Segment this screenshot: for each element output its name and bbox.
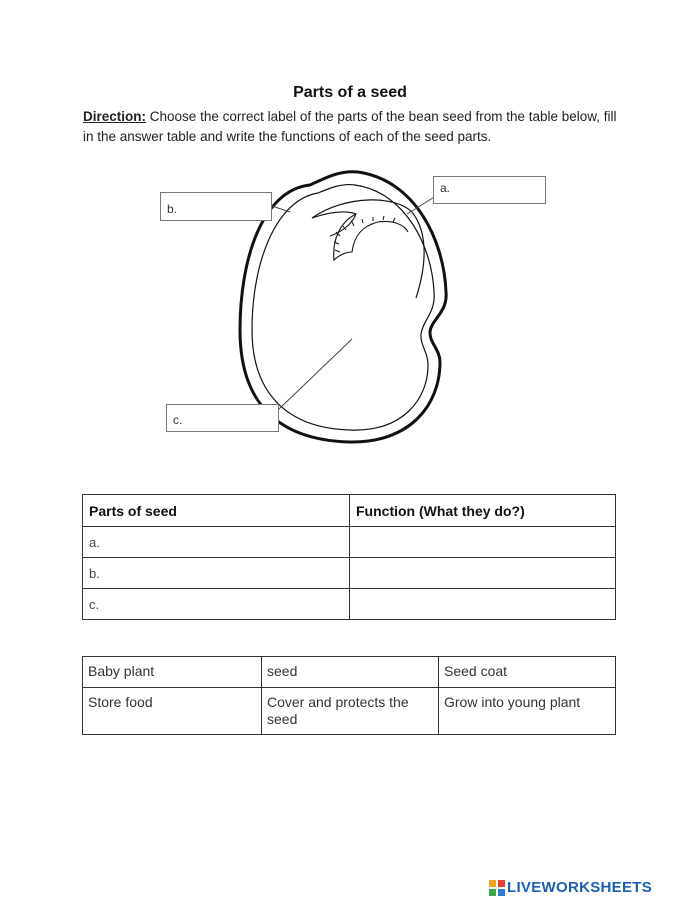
option-cell: Seed coat — [439, 657, 616, 688]
leader-line-b — [272, 206, 290, 212]
direction-lead: Direction: — [83, 109, 147, 124]
label-a: a. — [440, 181, 451, 195]
answer-table — [82, 494, 616, 620]
answer-function-a[interactable] — [350, 527, 616, 558]
options-table — [82, 656, 616, 735]
header-function: Function (What they do?) — [350, 495, 616, 527]
option-cell: seed — [262, 657, 439, 688]
table-row — [83, 688, 616, 735]
option-cell: Store food — [83, 688, 262, 735]
option-cell: Cover and protects the seed — [262, 688, 439, 735]
answer-table-header — [83, 495, 616, 527]
label-box-c[interactable] — [166, 404, 279, 432]
embryo-shape — [312, 200, 424, 298]
page-title: Parts of a seed — [293, 84, 407, 101]
answer-part-a[interactable]: a. — [83, 527, 350, 558]
option-cell: Grow into young plant — [439, 688, 616, 735]
table-row — [83, 527, 616, 558]
label-box-a[interactable] — [433, 176, 546, 204]
liveworksheets-logo-icon — [489, 880, 505, 896]
table-row — [83, 558, 616, 589]
answer-function-b[interactable] — [350, 558, 616, 589]
answer-part-b[interactable]: b. — [83, 558, 350, 589]
brand-mark — [489, 879, 652, 896]
table-row — [83, 657, 616, 688]
header-parts: Parts of seed — [83, 495, 350, 527]
label-box-b[interactable] — [160, 192, 272, 221]
label-c: c. — [173, 413, 183, 427]
answer-function-c[interactable] — [350, 589, 616, 620]
option-cell: Baby plant — [83, 657, 262, 688]
table-row — [83, 589, 616, 620]
answer-part-c[interactable]: c. — [83, 589, 350, 620]
leader-line-c — [278, 339, 352, 410]
direction-body: Choose the correct label of the parts of the bean seed from the table below, fill in the answer table and write the functions of each of the seed parts. — [83, 109, 617, 144]
brand-text: LIVEWORKSHEETS — [507, 879, 653, 896]
cotyledon-outline — [252, 185, 434, 431]
label-b: b. — [167, 202, 178, 216]
